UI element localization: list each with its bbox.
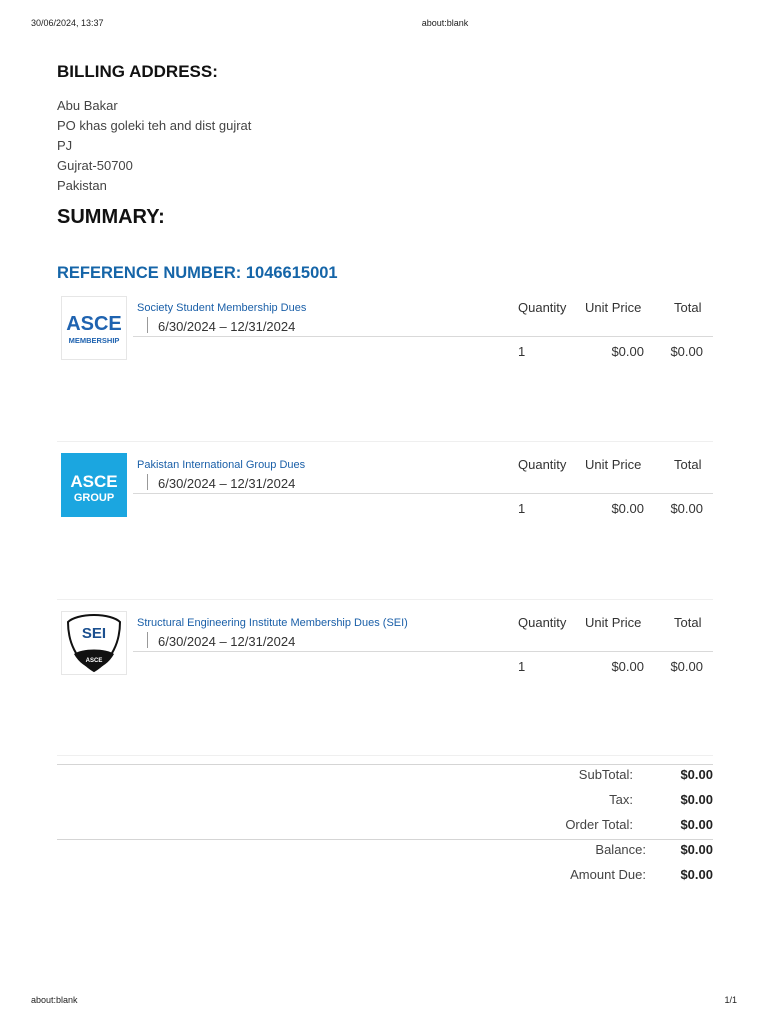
balance-value: $0.00 [680,842,713,857]
summary-heading: SUMMARY: [57,206,165,228]
address-region: PJ [57,138,73,153]
address-street: PO khas goleki teh and dist gujrat [57,118,252,133]
amount-due-label: Amount Due: [570,867,646,882]
item-dates: 6/30/2024 – 12/31/2024 [158,476,296,491]
sei-shield-logo [61,611,127,675]
svg-text:ASCE: ASCE [66,313,122,335]
item-quantity: 1 [518,344,526,359]
row-divider [133,651,713,652]
print-datetime: 30/06/2024, 13:37 [31,18,104,28]
subtotal-value: $0.00 [680,767,713,782]
quantity-header: Quantity [518,300,567,315]
item-unit-price: $0.00 [611,344,644,359]
tax-value: $0.00 [680,792,713,807]
date-divider [147,474,148,490]
subtotal-label: SubTotal: [578,767,633,782]
item-separator [57,755,713,756]
total-header: Total [674,300,702,315]
address-city-postcode: Gujrat-50700 [57,158,133,173]
total-header: Total [674,615,702,630]
amount-due-value: $0.00 [680,867,713,882]
amount-due-row [57,867,713,887]
line-item [57,292,713,442]
order-total-label: Order Total: [565,817,633,832]
item-unit-price: $0.00 [611,501,644,516]
address-country: Pakistan [57,178,107,193]
svg-text:ASCE: ASCE [70,472,118,491]
total-header: Total [674,457,702,472]
asce-group-logo [61,453,127,517]
tax-row [57,792,713,812]
date-divider [147,317,148,333]
item-dates: 6/30/2024 – 12/31/2024 [158,319,296,334]
print-page-title: about:blank [421,18,469,28]
print-header [0,18,768,30]
item-quantity: 1 [518,659,526,674]
line-item [57,449,713,599]
item-total: $0.00 [670,344,703,359]
svg-text:GROUP: GROUP [73,492,115,504]
balance-label: Balance: [595,842,646,857]
tax-label: Tax: [609,792,633,807]
svg-text:ASCE: ASCE [85,658,103,664]
item-total: $0.00 [670,659,703,674]
item-separator [57,441,713,442]
item-total: $0.00 [670,501,703,516]
svg-text:MEMBERSHIP: MEMBERSHIP [68,336,120,345]
quantity-header: Quantity [518,457,567,472]
print-footer [0,995,768,1007]
item-quantity: 1 [518,501,526,516]
asce-membership-logo [61,296,127,360]
subtotal-row [57,767,713,787]
line-item [57,607,713,757]
row-divider [133,493,713,494]
balance-divider [57,839,713,840]
unit-price-header: Unit Price [585,457,642,472]
item-name-link[interactable]: Society Student Membership Dues [137,302,307,314]
order-total-row [57,817,713,837]
reference-number: REFERENCE NUMBER: 1046615001 [57,264,338,282]
totals-divider [57,764,713,765]
svg-text:SEI: SEI [81,625,107,642]
item-dates: 6/30/2024 – 12/31/2024 [158,634,296,649]
quantity-header: Quantity [518,615,567,630]
unit-price-header: Unit Price [585,300,642,315]
address-name: Abu Bakar [57,98,118,113]
order-total-value: $0.00 [680,817,713,832]
billing-address-heading: BILLING ADDRESS: [57,62,218,81]
date-divider [147,632,148,648]
print-footer-url: about:blank [31,995,78,1005]
billing-address [57,96,251,196]
item-name-link[interactable]: Pakistan International Group Dues [137,459,306,471]
page-number: 1/1 [724,995,737,1005]
item-unit-price: $0.00 [611,659,644,674]
item-name-link[interactable]: Structural Engineering Institute Membership Dues (SEI) [137,617,408,629]
row-divider [133,336,713,337]
item-separator [57,599,713,600]
balance-row [57,842,713,862]
unit-price-header: Unit Price [585,615,642,630]
